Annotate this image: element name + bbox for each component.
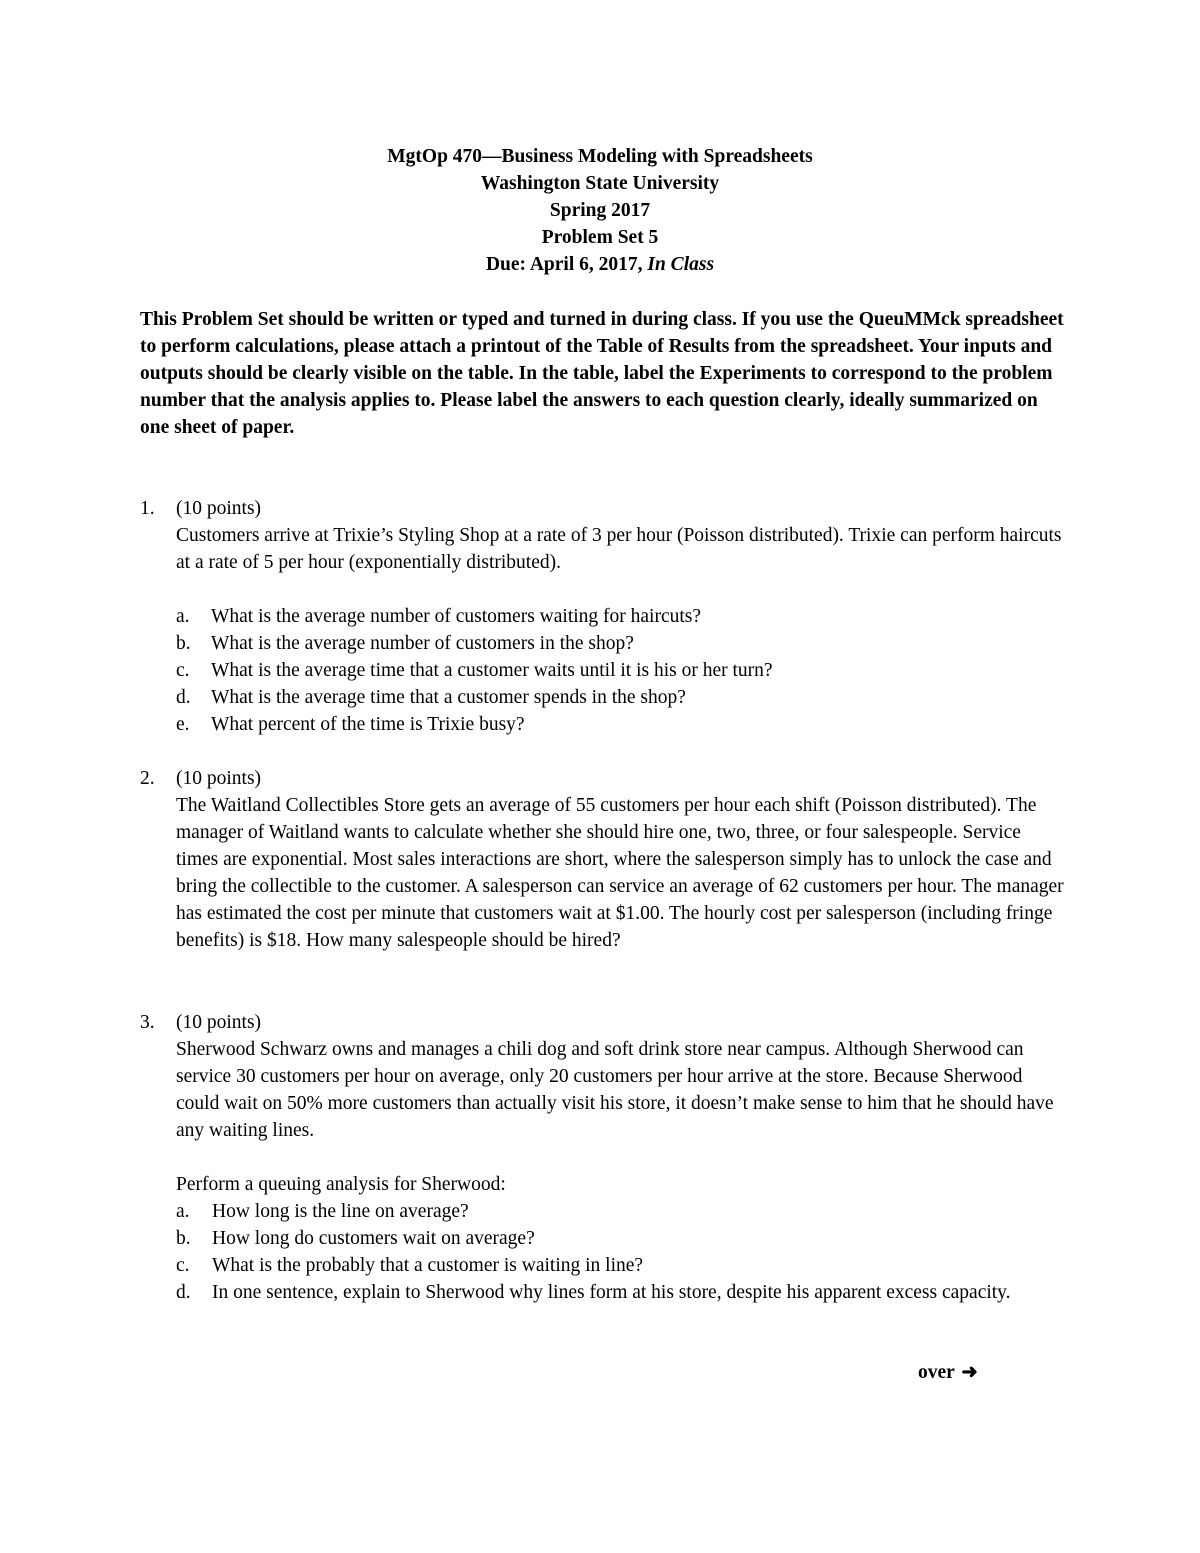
list-item bbox=[140, 657, 1065, 684]
due-date-emphasis: In Class bbox=[647, 254, 715, 275]
question-text: What is the probably that a customer is waiting in line? bbox=[212, 1255, 644, 1276]
question-letter: b. bbox=[176, 1228, 191, 1249]
list-item bbox=[140, 603, 1065, 630]
question-text: How long do customers wait on average? bbox=[212, 1228, 535, 1249]
university-name: Washington State University bbox=[480, 173, 720, 194]
problem-text: Customers arrive at Trixie’s Styling Shop at a rate of 3 per hour (Poisson distributed). Trixie can perform haircuts at a rate of 5 per hour (exponentially distributed). bbox=[176, 525, 1062, 573]
list-item bbox=[140, 711, 1065, 738]
problem-points: (10 points) bbox=[176, 768, 262, 789]
problem-header bbox=[140, 1009, 1065, 1036]
due-date bbox=[0, 251, 1200, 278]
term: Spring 2017 bbox=[549, 200, 651, 221]
problem-3 bbox=[140, 1009, 1065, 1306]
right-arrow-icon: ➜ bbox=[961, 1362, 978, 1383]
document-header bbox=[0, 143, 1200, 278]
problem-text: Sherwood Schwarz owns and manages a chili dog and soft drink store near campus. Although Sherwood can service 30 customers per hour on average, only 20 customers per hour arrive at the store. Because Sherwood could wait on 50% more customers than actually visit his store, it doesn’t make sense to him that he should have any waiting lines. bbox=[176, 1039, 1054, 1141]
problem-header bbox=[140, 765, 1065, 792]
question-letter: c. bbox=[176, 1255, 190, 1276]
question-text: What is the average time that a customer spends in the shop? bbox=[211, 687, 686, 708]
over-label: over bbox=[918, 1362, 955, 1383]
question-text: What percent of the time is Trixie busy? bbox=[211, 714, 525, 735]
list-item bbox=[140, 1252, 1065, 1279]
question-letter: c. bbox=[176, 660, 190, 681]
question-letter: d. bbox=[176, 1282, 191, 1303]
analysis-prompt: Perform a queuing analysis for Sherwood: bbox=[176, 1174, 506, 1195]
problem-points: (10 points) bbox=[176, 498, 262, 519]
list-item bbox=[140, 630, 1065, 657]
list-item bbox=[140, 1198, 1065, 1225]
question-list bbox=[140, 603, 1065, 738]
question-letter: e. bbox=[176, 714, 190, 735]
question-letter: a. bbox=[176, 606, 190, 627]
question-letter: a. bbox=[176, 1201, 190, 1222]
problem-text: The Waitland Collectibles Store gets an average of 55 customers per hour each shift (Poisson distributed). The manager of Waitland wants to calculate whether she should hire one, two, three, or four salespeople. Service times are exponential. Most sales interactions are short, where the salesperson simply has to unlock the case and bring the collectible to the customer. A salesperson can service an average of 62 customers per hour. The manager has estimated the cost per minute that customers wait at $1.00. The hourly cost per salesperson (including fringe benefits) is $18. How many salespeople should be hired? bbox=[176, 795, 1064, 951]
problem-number: 2. bbox=[140, 768, 155, 789]
due-date-prefix: Due: April 6, 2017, bbox=[485, 254, 648, 275]
problem-header bbox=[140, 495, 1065, 522]
question-letter: b. bbox=[176, 633, 191, 654]
instructions-paragraph: This Problem Set should be written or typed and turned in during class. If you use the QueuMMck spreadsheet to perform calculations, please attach a printout of the Table of Results from the spreadsheet. Your inputs and outputs should be clearly visible on the table. In the table, label the Experiments to correspond to the problem number that the analysis applies to. Please label the answers to each question clearly, ideally summarized on one sheet of paper. bbox=[140, 309, 1064, 438]
course-title: MgtOp 470—Business Modeling with Spreadsheets bbox=[387, 146, 813, 167]
question-list bbox=[140, 1198, 1065, 1306]
problem-number: 3. bbox=[140, 1012, 155, 1033]
question-text: What is the average number of customers waiting for haircuts? bbox=[211, 606, 702, 627]
list-item bbox=[140, 1225, 1065, 1252]
over-indicator bbox=[918, 1359, 978, 1386]
problem-set-title: Problem Set 5 bbox=[541, 227, 659, 248]
problem-1 bbox=[140, 495, 1065, 738]
problem-number: 1. bbox=[140, 498, 155, 519]
question-text: What is the average time that a customer waits until it is his or her turn? bbox=[211, 660, 773, 681]
problem-2 bbox=[140, 765, 1065, 954]
problem-points: (10 points) bbox=[176, 1012, 262, 1033]
question-text: What is the average number of customers in the shop? bbox=[211, 633, 634, 654]
list-item bbox=[140, 1279, 1065, 1306]
question-text: In one sentence, explain to Sherwood why lines form at his store, despite his apparent excess capacity. bbox=[212, 1282, 1011, 1303]
list-item bbox=[140, 684, 1065, 711]
question-text: How long is the line on average? bbox=[212, 1201, 469, 1222]
question-letter: d. bbox=[176, 687, 191, 708]
